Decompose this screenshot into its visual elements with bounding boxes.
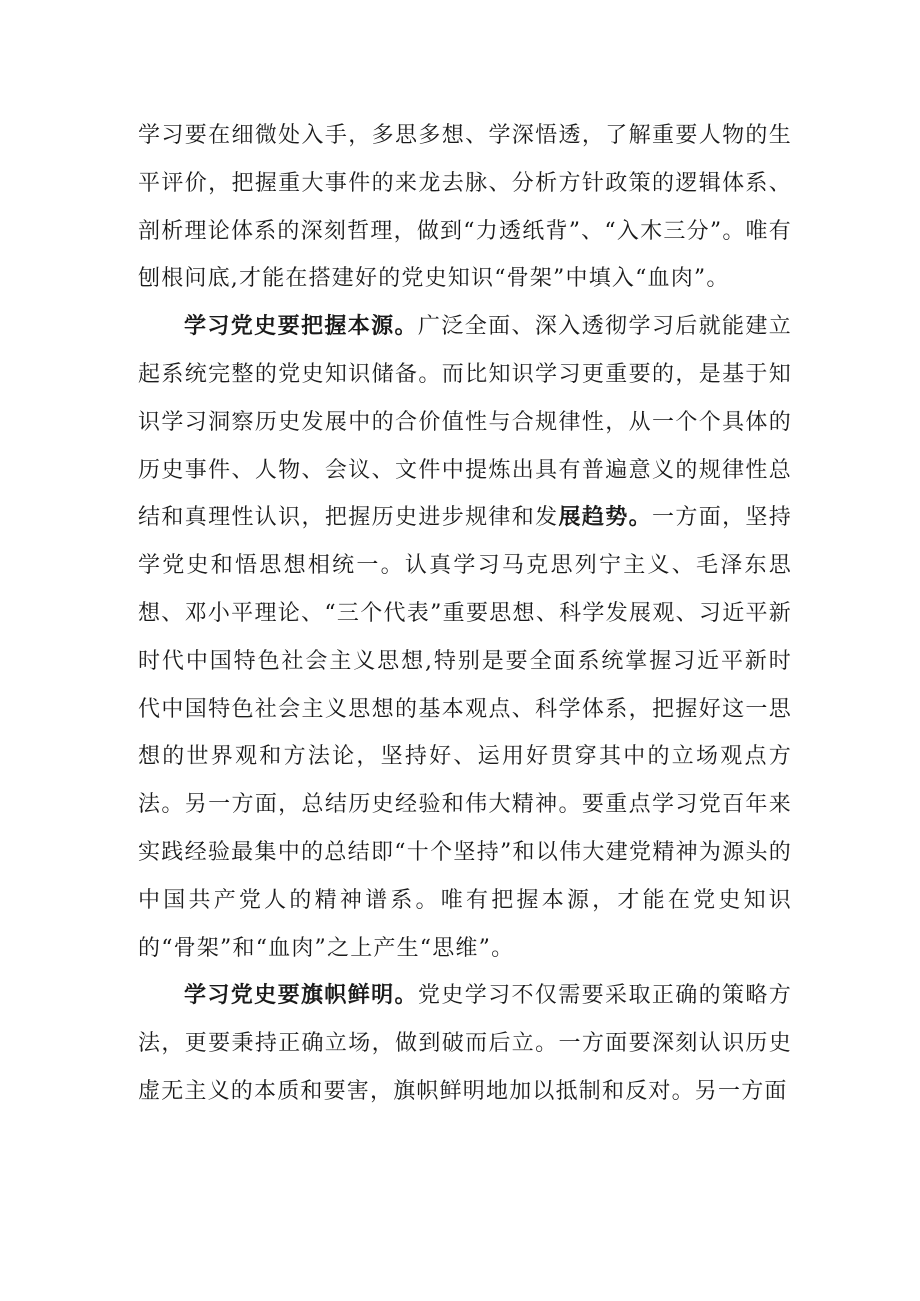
paragraph-1-text: 学习要在细微处入手，多思多想、学深悟透，了解重要人物的生平评价，把握重大事件的来龙去脉、分析方针政策的逻辑体系、剖析理论体系的深刻哲理，做到“力透纸背”、“入木三分”。唯有刨根问底,才能在搭建好的党史知识“骨架”中填入“血肉”。	[138, 123, 792, 292]
paragraph-2-text-before: 广泛全面、深入透彻学习后就能建立起系统完整的党史知识储备。而比知识学习更重要的，是基于知识学习洞察历史发展中的合价值性与合规律性，从一个个具体的历史事件、人物、会议、文件中提炼出具有普遍意义的规律性总结和真理性认识，把握历史进步规律和发	[138, 314, 792, 531]
paragraph-2-lead: 学习党史要把握本源。	[184, 313, 418, 340]
paragraph-1	[138, 112, 792, 303]
paragraph-2	[138, 303, 792, 972]
paragraph-3	[138, 972, 792, 1115]
document-body	[138, 112, 792, 1116]
paragraph-3-lead: 学习党史要旗帜鲜明。	[184, 982, 418, 1009]
paragraph-3-text: 党史学习不仅需要采取正确的策略方法，更要秉持正确立场，做到破而后立。一方面要深刻认识历史虚无主义的本质和要害，旗帜鲜明地加以抵制和反对。另一方面	[138, 983, 792, 1104]
paragraph-2-text-after: 一方面，坚持学党史和悟思想相统一。认真学习马克思列宁主义、毛泽东思想、邓小平理论、“三个代表”重要思想、科学发展观、习近平新时代中国特色社会主义思想,特别是要全面系统掌握习近平新时代中国特色社会主义思想的基本观点、科学体系，把握好这一思想的世界观和方法论，坚持好、运用好贯穿其中的立场观点方法。另一方面，总结历史经验和伟大精神。要重点学习党百年来实践经验最集中的总结即“十个坚持”和以伟大建党精神为源头的中国共产党人的精神谱系。唯有把握本源，才能在党史知识的“骨架”和“血肉”之上产生“思维”。	[138, 505, 792, 961]
paragraph-2-emphasis: 展趋势。	[558, 504, 652, 531]
